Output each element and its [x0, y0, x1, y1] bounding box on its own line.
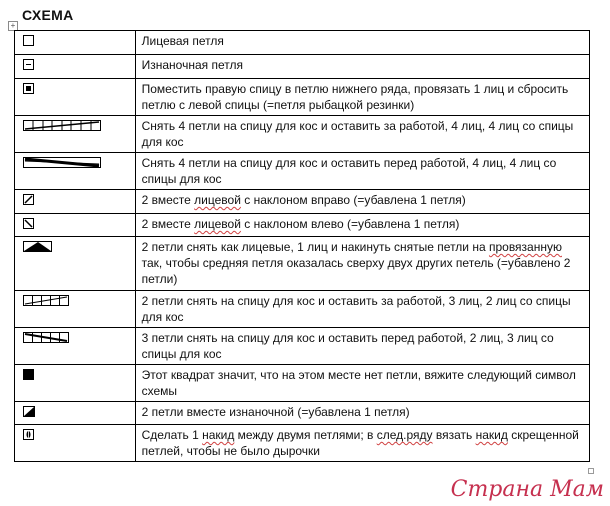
table-row — [15, 328, 590, 365]
watermark-logo: Страна Мам — [450, 477, 604, 502]
yarn-over-twisted-icon — [23, 429, 35, 441]
cable-3-2-front-icon — [23, 332, 71, 344]
row-text: 2 вместе лицевой с наклоном влево (=убавлена 1 петля) — [135, 214, 589, 237]
table-row — [15, 31, 590, 55]
table-row — [15, 425, 590, 462]
table-row — [15, 291, 590, 328]
page-title: СХЕМА — [22, 7, 74, 23]
row-text: 2 петли вместе изнаночной (=убавлена 1 петля) — [135, 402, 589, 425]
row-text: 2 вместе лицевой с наклоном вправо (=убавлена 1 петля) — [135, 190, 589, 214]
no-stitch-icon — [23, 369, 35, 381]
table-row — [15, 402, 590, 425]
table-row — [15, 365, 590, 402]
row-text: 3 петли снять на спицу для кос и оставить перед работой, 2 лиц, 3 лиц со спицы для кос — [135, 328, 589, 365]
sk2p-icon — [23, 241, 55, 253]
table-row — [15, 79, 590, 116]
legend-table — [14, 30, 590, 462]
table-row — [15, 55, 590, 79]
knit-below-icon — [23, 83, 35, 95]
knit-stitch-icon — [23, 35, 35, 47]
table-row — [15, 214, 590, 237]
k2tog-right-icon — [23, 194, 35, 206]
row-text: Снять 4 петли на спицу для кос и оставить за работой, 4 лиц, 4 лиц со спицы для кос — [135, 116, 589, 153]
row-text: Изнаночная петля — [135, 55, 589, 79]
table-move-handle-icon[interactable]: + — [8, 21, 18, 31]
table-row — [15, 237, 590, 291]
cable-4-4-front-icon — [23, 157, 103, 169]
row-text: 2 петли снять как лицевые, 1 лиц и накинуть снятые петли на провязанную так, чтобы средняя петля оказалась сверху двух других петель (=убавлено 2 петли) — [135, 237, 589, 291]
row-text: Лицевая петля — [135, 31, 589, 55]
table-row — [15, 190, 590, 214]
p2tog-icon — [23, 406, 37, 418]
row-text: Этот квадрат значит, что на этом месте нет петли, вяжите следующий символ схемы — [135, 365, 589, 402]
cable-4-4-back-icon — [23, 120, 103, 132]
cable-2-3-back-icon — [23, 295, 71, 307]
table-row — [15, 116, 590, 153]
row-text: Снять 4 петли на спицу для кос и оставить перед работой, 4 лиц, 4 лиц со спицы для кос — [135, 153, 589, 190]
row-text: Сделать 1 накид между двумя петлями; в след.ряду вязать накид скрещенной петлей, чтобы не было дырочки — [135, 425, 589, 462]
row-text: 2 петли снять на спицу для кос и оставить за работой, 3 лиц, 2 лиц со спицы для кос — [135, 291, 589, 328]
row-text: Поместить правую спицу в петлю нижнего ряда, провязать 1 лиц и сбросить петлю с левой спицы (=петля рыбацкой резинки) — [135, 79, 589, 116]
table-row — [15, 153, 590, 190]
purl-stitch-icon — [23, 59, 35, 71]
table-resize-handle[interactable] — [588, 468, 594, 474]
k2tog-left-icon — [23, 218, 35, 230]
